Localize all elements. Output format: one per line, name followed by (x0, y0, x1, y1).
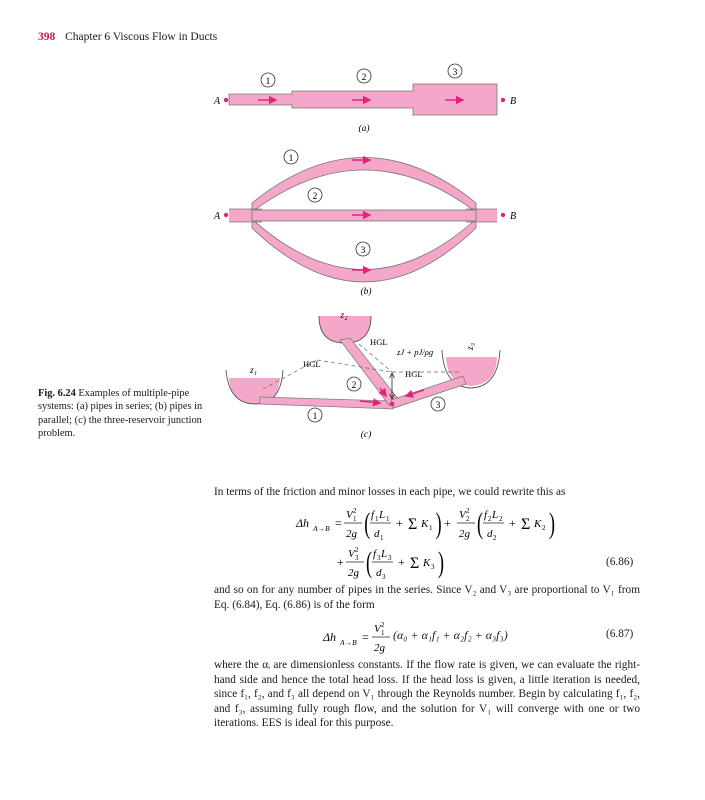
pipe-3-label: 3 (435, 401, 441, 411)
equation-6-87-number: (6.87) (606, 628, 634, 640)
caption-text: Examples of multiple-pipe systems: (a) pipes in series; (b) pipes in parallel; (c) the three-reservoir junction problem. (38, 388, 203, 440)
pipe-2-label: 2 (361, 73, 367, 83)
point-a-label: A (214, 211, 221, 222)
subfigure-b-label: (b) (360, 287, 372, 297)
svg-text:2: 2 (542, 524, 546, 532)
svg-text:Δh: Δh (323, 630, 337, 644)
svg-text:1: 1 (375, 515, 379, 523)
pipe-3-label: 3 (360, 246, 366, 256)
svg-text:=: = (362, 630, 369, 644)
svg-text:2: 2 (493, 534, 497, 542)
svg-text:2: 2 (488, 515, 492, 523)
z1-label: z₁ (250, 366, 257, 376)
svg-text:1: 1 (381, 629, 385, 637)
svg-text:Σ: Σ (521, 516, 531, 533)
figure-label: Fig. 6.24 (38, 388, 76, 399)
hgl-label-3: HGL (405, 369, 423, 379)
svg-text:K: K (534, 518, 542, 530)
svg-text:+: + (509, 516, 516, 530)
svg-text:2g: 2g (374, 642, 385, 654)
svg-text:3: 3 (431, 563, 435, 571)
hgl-label-2: HGL (370, 337, 388, 347)
svg-text:d: d (376, 567, 382, 579)
svg-text:A→B: A→B (313, 524, 330, 533)
svg-text:V: V (459, 509, 466, 521)
svg-text:3: 3 (377, 554, 381, 562)
svg-text:V: V (374, 623, 381, 635)
svg-text:3: 3 (355, 554, 359, 562)
svg-text:+: + (398, 555, 405, 569)
svg-text:2: 2 (353, 507, 357, 515)
running-title: Chapter 6 Viscous Flow in Ducts (65, 31, 218, 43)
svg-text:1: 1 (429, 524, 433, 532)
svg-text:d: d (487, 528, 493, 540)
svg-text:f: f (484, 509, 488, 521)
svg-text:2g: 2g (459, 528, 470, 540)
svg-text:+: + (444, 516, 451, 530)
pipe-1-label: 1 (265, 77, 271, 87)
svg-text:d: d (374, 528, 380, 540)
svg-text:(: ( (366, 546, 372, 580)
paragraph-1: In terms of the friction and minor losses in each pipe, we could rewrite this as (214, 486, 566, 498)
pipe-1-label: 1 (312, 412, 318, 422)
svg-text:Σ: Σ (410, 555, 420, 572)
hgl-label-1: HGL (303, 359, 321, 369)
svg-text:2: 2 (466, 507, 470, 515)
svg-text:2g: 2g (346, 528, 357, 540)
subfigure-c-label: (c) (360, 430, 372, 440)
svg-text:): ) (438, 546, 444, 580)
svg-text:+: + (396, 516, 403, 530)
equation-6-87-rhs: (α₀ + α₁f₁ + α₂f₂ + α₃f₃) (393, 628, 508, 642)
svg-text:f: f (371, 509, 375, 521)
svg-text:f: f (373, 548, 377, 560)
svg-text:Σ: Σ (408, 516, 418, 533)
svg-text:L: L (381, 548, 388, 560)
svg-text:L: L (492, 509, 499, 521)
svg-text:K: K (421, 518, 429, 530)
svg-text:+: + (337, 555, 344, 569)
pipe-2-label: 2 (351, 381, 357, 391)
paragraph-2: and so on for any number of pipes in the series. Since V₂ and V₃ are proportional to V₁ from Eq. (6.84), Eq. (6.86) is of the form (214, 584, 640, 611)
point-a-label: A (214, 96, 221, 107)
svg-text:3: 3 (388, 554, 392, 562)
svg-text:2: 2 (499, 515, 503, 523)
svg-text:2: 2 (466, 515, 470, 523)
svg-text:1: 1 (386, 515, 390, 523)
page-number: 398 (38, 31, 56, 43)
pipe-3-label: 3 (452, 68, 458, 78)
svg-text:K: K (423, 557, 431, 569)
svg-text:Δh: Δh (296, 516, 310, 530)
svg-text:=: = (335, 516, 342, 530)
svg-text:(: ( (364, 507, 371, 541)
svg-text:2g: 2g (348, 567, 359, 579)
z3-label: z₃ (466, 343, 476, 350)
point-b-label: B (510, 96, 517, 107)
svg-text:2: 2 (381, 621, 385, 629)
svg-text:1: 1 (380, 534, 384, 542)
svg-text:): ) (435, 507, 442, 541)
subfigure-a-label: (a) (358, 124, 370, 134)
pipe-1-label: 1 (288, 154, 294, 164)
svg-text:V: V (346, 509, 353, 521)
point-b-label: B (510, 211, 517, 222)
svg-text:(: ( (477, 507, 483, 541)
paragraph-3: where the αᵢ are dimensionless constants. If the flow rate is given, we can evaluate the right-hand side and hence the total head loss. If the head loss is given, a little iteration is needed, since f₁, f₂, and f₃ all depend on V₁ through the Reynolds number. Begin by calculating f₁, f₂, and f₃, assuming fully rough flow, and the solution for V₁ will converge with one or two iterations. EES is ideal for this purpose. (214, 659, 640, 730)
svg-text:): ) (549, 507, 555, 541)
svg-text:V: V (348, 548, 355, 560)
svg-text:2: 2 (355, 546, 359, 554)
equation-6-86-number: (6.86) (606, 556, 634, 568)
svg-text:A→B: A→B (340, 638, 357, 647)
junction-head-label: zJ + pJ/ρg (397, 347, 434, 357)
svg-text:3: 3 (382, 573, 386, 581)
svg-text:1: 1 (353, 515, 357, 523)
svg-text:L: L (379, 509, 386, 521)
pipe-2-label: 2 (312, 192, 318, 202)
z2-label: z₂ (340, 311, 348, 321)
